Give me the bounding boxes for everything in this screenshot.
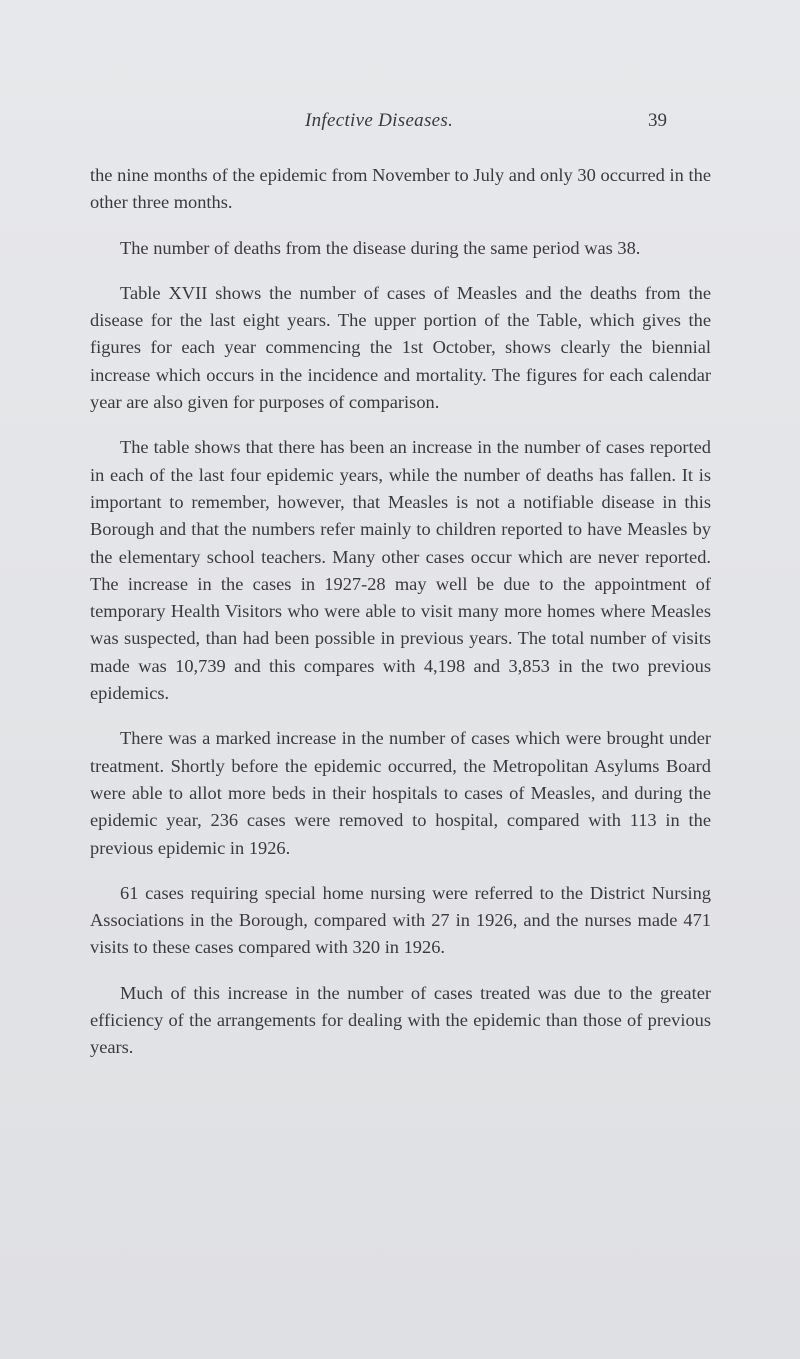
paragraph-efficiency: Much of this increase in the number of cases treated was due to the greater efficiency of the arrangements for dealing with the epidemic than those of previous years. — [90, 982, 711, 1058]
paragraph-deaths: The number of deaths from the disease during the same period was 38. — [120, 237, 641, 258]
paragraph-increase-cases: The table shows that there has been an increase in the number of cases reported in each of the last four epidemic years, while the number of deaths has fallen. It is important to remember, however, that Measles is not a notifiable disease in this Borough and that the numbers refer mainly to children reported to have Measles by the elementary school teachers. Many other cases occur which are never reported. The increase in the cases in 1927-28 may well be due to the appointment of temporary Health Visitors who were able to visit many more homes where Measles was suspected, than had been possible in previous years. The total number of visits made was 10,739 and this compares with 4,198 and 3,853 in the two previous epidemics. — [90, 437, 711, 704]
paragraph-continuation: the nine months of the epidemic from November to July and only 30 occurred in the other three months. — [90, 165, 711, 213]
page-number: 39 — [648, 110, 667, 131]
paragraph-treatment: There was a marked increase in the number of cases which were brought under treatment. Shortly before the epidemic occurred, the Metropolitan Asylums Board were able to allot more beds in their hospitals to cases of Measles, and during the epidemic year, 236 cases were removed to hospital, compared with 113 in the previous epidemic in 1926. — [90, 728, 711, 858]
body-text — [90, 162, 711, 1080]
paragraph-home-nursing: 61 cases requiring special home nursing were referred to the District Nursing Associations in the Borough, compared with 27 in 1926, and the nurses made 471 visits to these cases compared with 320 in 1926. — [90, 882, 711, 958]
paragraph-table-xvii: Table XVII shows the number of cases of Measles and the deaths from the disease for the last eight years. The upper portion of the Table, which gives the figures for each year commencing the 1st October, shows clearly the biennial increase which occurs in the incidence and mortality. The figures for each calendar year are also given for purposes of comparison. — [90, 282, 711, 413]
running-head: Infective Diseases. — [305, 110, 454, 131]
page-header — [0, 110, 800, 140]
